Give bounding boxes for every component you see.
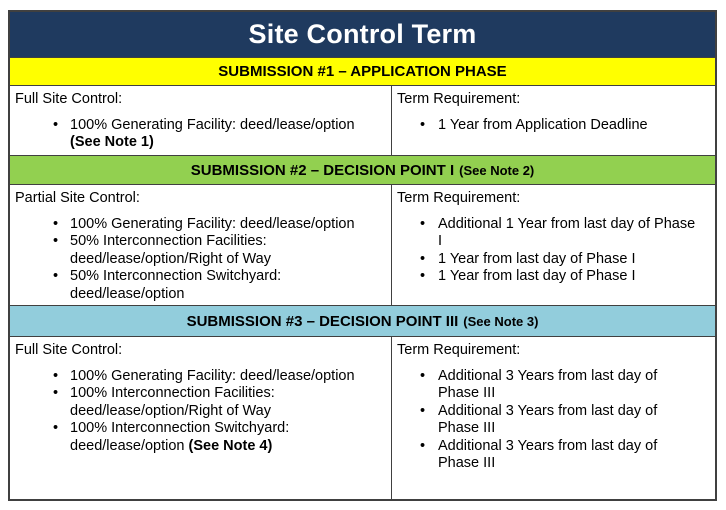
bullet-text: 100% Generating Facility: deed/lease/option	[70, 367, 355, 384]
site-control-term-table	[8, 10, 717, 501]
bullet-text: deed/lease/option/Right of Way	[70, 250, 271, 267]
bullet-text: Phase III	[438, 385, 496, 401]
submission-3-left-bullet-list	[15, 368, 385, 456]
submission-1-left-cell	[10, 86, 392, 155]
banner-submission-3-text: SUBMISSION #3 – DECISION POINT III	[186, 312, 459, 330]
submission-1-right-header: Term Requirement:	[397, 91, 521, 107]
bullet-text: 1 Year from Application Deadline	[438, 116, 648, 133]
submission-3-content-row	[10, 337, 715, 499]
submission-2-left-cell	[10, 185, 392, 305]
bullet-text: Additional 3 Years from last day of	[438, 402, 658, 419]
submission-2-right-header: Term Requirement:	[397, 190, 521, 206]
bullet-text: I	[438, 233, 443, 249]
bullet-text: Phase III	[438, 455, 496, 471]
bullet-item	[418, 268, 709, 286]
submission-2-right-cell	[392, 185, 715, 305]
bullet-text: 1 Year from last day of Phase I	[438, 268, 636, 284]
bullet-item	[51, 117, 385, 152]
bullet-text: Additional 3 Years from last day of	[438, 367, 658, 384]
bullet-note-text: (See Note 4)	[188, 437, 273, 454]
banner-submission-2-note: (See Note 2)	[459, 162, 535, 178]
bullet-item	[418, 438, 709, 473]
bullet-text: 50% Interconnection Switchyard:	[70, 268, 282, 284]
banner-submission-2	[10, 155, 715, 185]
bullet-item	[418, 251, 709, 269]
banner-submission-2-text: SUBMISSION #2 – DECISION POINT I	[190, 161, 455, 179]
submission-1-left-bullet-list	[15, 117, 385, 152]
bullet-text: 100% Interconnection Switchyard:	[70, 420, 290, 436]
table-title: Site Control Term	[248, 19, 477, 49]
banner-submission-3-note: (See Note 3)	[463, 313, 539, 329]
bullet-text: Additional 3 Years from last day of	[438, 437, 658, 454]
bullet-text: Additional 1 Year from last day of Phase	[438, 215, 696, 232]
table-title-bar	[10, 12, 715, 57]
bullet-text: Phase III	[438, 420, 496, 436]
submission-3-left-cell	[10, 337, 392, 499]
banner-submission-3	[10, 305, 715, 337]
submission-3-right-cell	[392, 337, 715, 499]
sections-container	[10, 57, 715, 499]
bullet-text: deed/lease/option/Right of Way	[70, 402, 271, 419]
banner-submission-1-text: SUBMISSION #1 – APPLICATION PHASE	[218, 63, 507, 80]
bullet-item	[418, 216, 709, 251]
submission-1-right-cell	[392, 86, 715, 155]
submission-2-right-bullet-list	[397, 216, 709, 286]
bullet-item	[51, 385, 385, 420]
bullet-item	[51, 216, 385, 234]
bullet-text: deed/lease/option	[70, 437, 189, 454]
submission-1-right-bullet-list	[397, 117, 709, 135]
bullet-item	[51, 268, 385, 303]
bullet-text: 1 Year from last day of Phase I	[438, 250, 636, 267]
banner-submission-1	[10, 57, 715, 86]
submission-2-left-bullet-list	[15, 216, 385, 304]
submission-2-content-row	[10, 185, 715, 305]
submission-3-right-header: Term Requirement:	[397, 342, 521, 358]
bullet-text: 100% Generating Facility: deed/lease/option	[70, 215, 355, 232]
bullet-text: deed/lease/option	[70, 285, 185, 302]
submission-3-left-header: Full Site Control:	[15, 342, 123, 358]
bullet-item	[51, 233, 385, 268]
submission-1-left-header: Full Site Control:	[15, 91, 123, 107]
bullet-item	[51, 368, 385, 386]
bullet-text: 100% Generating Facility: deed/lease/option	[70, 116, 355, 133]
bullet-item	[51, 420, 385, 455]
bullet-text: 50% Interconnection Facilities:	[70, 233, 267, 249]
bullet-item	[418, 403, 709, 438]
bullet-item	[418, 368, 709, 403]
submission-3-right-bullet-list	[397, 368, 709, 473]
submission-2-left-header: Partial Site Control:	[15, 190, 140, 206]
bullet-note-text: (See Note 1)	[70, 134, 154, 150]
bullet-item	[418, 117, 709, 135]
submission-1-content-row	[10, 86, 715, 155]
bullet-text: 100% Interconnection Facilities:	[70, 385, 275, 401]
